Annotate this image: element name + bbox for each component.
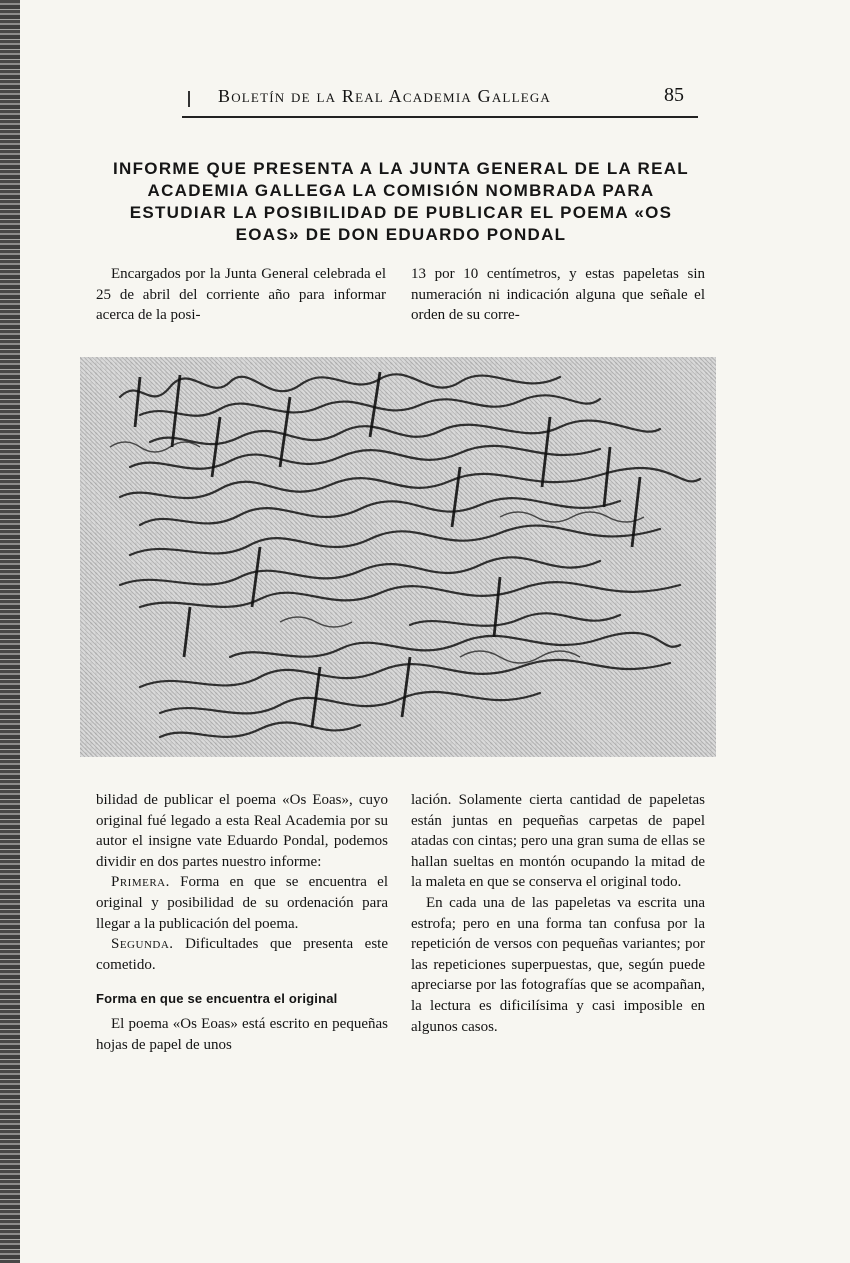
scanned-page-edge: [0, 0, 20, 1263]
label-segunda: Segunda.: [111, 936, 174, 953]
header-rule-mark: [188, 91, 190, 107]
handwriting-illustration: [80, 357, 716, 757]
page-number: 85: [664, 84, 684, 106]
manuscript-photograph: [80, 357, 716, 757]
text-primera: Forma en que se encuentra el original y posibilidad de su ordenación para llegar a la publicación del poema.: [96, 874, 388, 932]
label-primera: Primera.: [111, 874, 170, 891]
item-primera: [96, 872, 388, 934]
paragraph-poem-paper: El poema «Os Eoas» está escrito en pequeñas hojas de papel de unos: [96, 1015, 388, 1053]
column-2-top: [411, 264, 705, 326]
paragraph-continuation: 13 por 10 centímetros, y estas papeletas sin numeración ni indicación alguna que señale el orden de su corre-: [411, 266, 705, 324]
paragraph-relacion: lación. Solamente cierta cantidad de papeletas están juntas en pequeñas carpetas de papel atadas con cintas; pero una gran suma de ellas se hallan sueltas en montón ocupando la mitad de la maleta en que se conserva el original todo.: [411, 792, 705, 891]
column-2-bottom: [411, 790, 705, 1037]
paragraph-papeletas: En cada una de las papeletas va escrita una estrofa; pero en una forma tan confusa por la repetición de versos con pequeñas variantes; por las repeticiones superpuestas, que, según puede apreciarse por las fotografías que se acompañan, la lectura es dificilísima y casi imposible en algunos casos.: [411, 894, 705, 1035]
column-1-bottom: [96, 790, 388, 1055]
text-segunda: Dificultades que presenta este cometido.: [96, 936, 388, 973]
article-title: INFORME QUE PRESENTA A LA JUNTA GENERAL DE LA REAL ACADEMIA GALLEGA LA COMISIÓN NOMBRADA PARA ESTUDIAR LA POSIBILIDAD DE PUBLICAR EL POEMA «OS EOAS» DE DON EDUARDO PONDAL: [113, 159, 689, 244]
section-subheading: Forma en que se encuentra el original: [96, 991, 338, 1007]
paragraph-intro: Encargados por la Junta General celebrada el 25 de abril del corriente año para informar acerca de la posi-: [96, 266, 386, 324]
running-title: Boletín de la Real Academia Gallega: [218, 86, 552, 106]
paragraph-continuation-2: bilidad de publicar el poema «Os Eoas», cuyo original fué legado a esta Real Academia por su autor el insigne vate Eduardo Pondal, podemos dividir en dos partes nuestro informe:: [96, 792, 388, 870]
running-header: [182, 86, 698, 118]
item-segunda: [96, 934, 388, 975]
column-1-top: [96, 264, 386, 326]
